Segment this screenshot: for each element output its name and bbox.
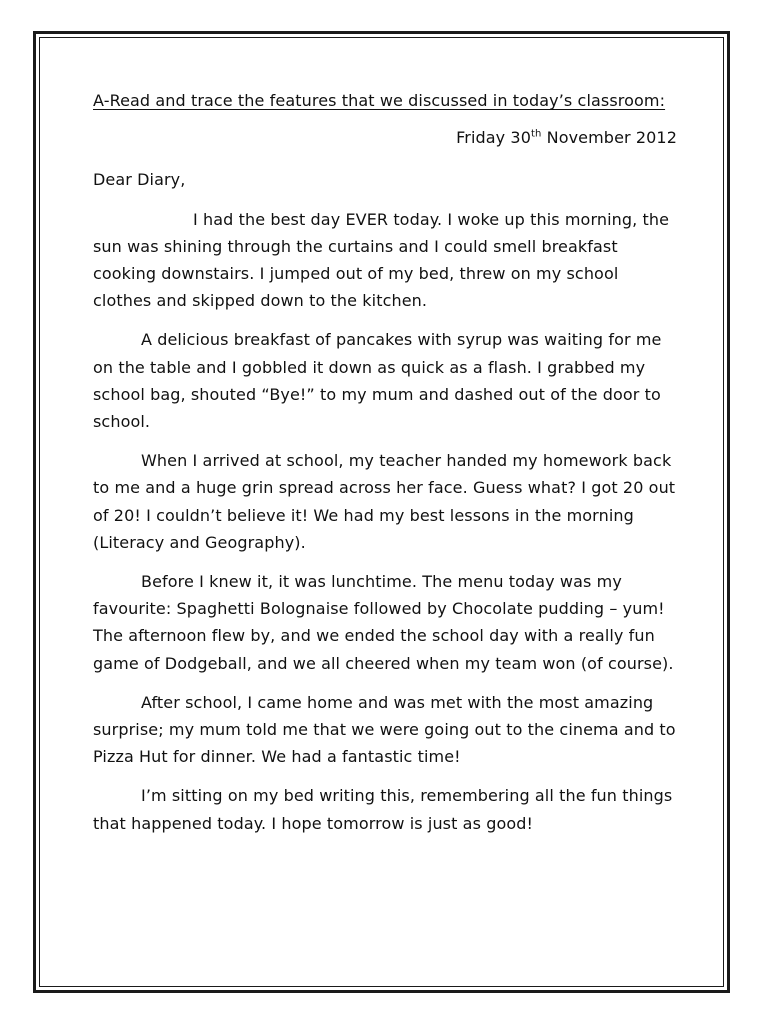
diary-paragraph: I had the best day EVER today. I woke up this morning, the sun was shining through the curtains and I could smell breakfast cooking downstairs. I jumped out of my bed, threw on my school clothes and skipped down to the kitchen. [93,209,670,311]
diary-paragraph: When I arrived at school, my teacher handed my homework back to me and a huge grin spread across her face. Guess what? I got 20 out of 20! I couldn’t believe it! We had my best lessons in the morning (Literacy and Geography). [93,451,676,552]
diary-paragraph: I’m sitting on my bed writing this, remembering all the fun things that happened today. I hope tomorrow is just as good! [93,786,673,833]
diary-greeting: Dear Diary, [93,170,186,190]
diary-paragraph: Before I knew it, it was lunchtime. The menu today was my favourite: Spaghetti Bolognaise followed by Chocolate pudding – yum! The afternoon flew by, and we ended the school day with a really fun game of Dodgeball, and we all cheered when my team won (of course). [93,572,674,673]
date-day: Friday 30 [456,128,531,148]
date-month-year: November 2012 [541,128,677,148]
document-body [93,87,677,837]
diary-date [93,124,677,151]
date-ordinal: th [531,128,542,140]
worksheet-heading: A-Read and trace the features that we discussed in today’s classroom: [93,91,666,110]
diary-paragraph: After school, I came home and was met with the most amazing surprise; my mum told me that we were going out to the cinema and to Pizza Hut for dinner. We had a fantastic time! [93,692,676,767]
diary-paragraph: A delicious breakfast of pancakes with syrup was waiting for me on the table and I gobbled it down as quick as a flash. I grabbed my school bag, shouted “Bye!” to my mum and dashed out of the door to school. [93,330,662,432]
